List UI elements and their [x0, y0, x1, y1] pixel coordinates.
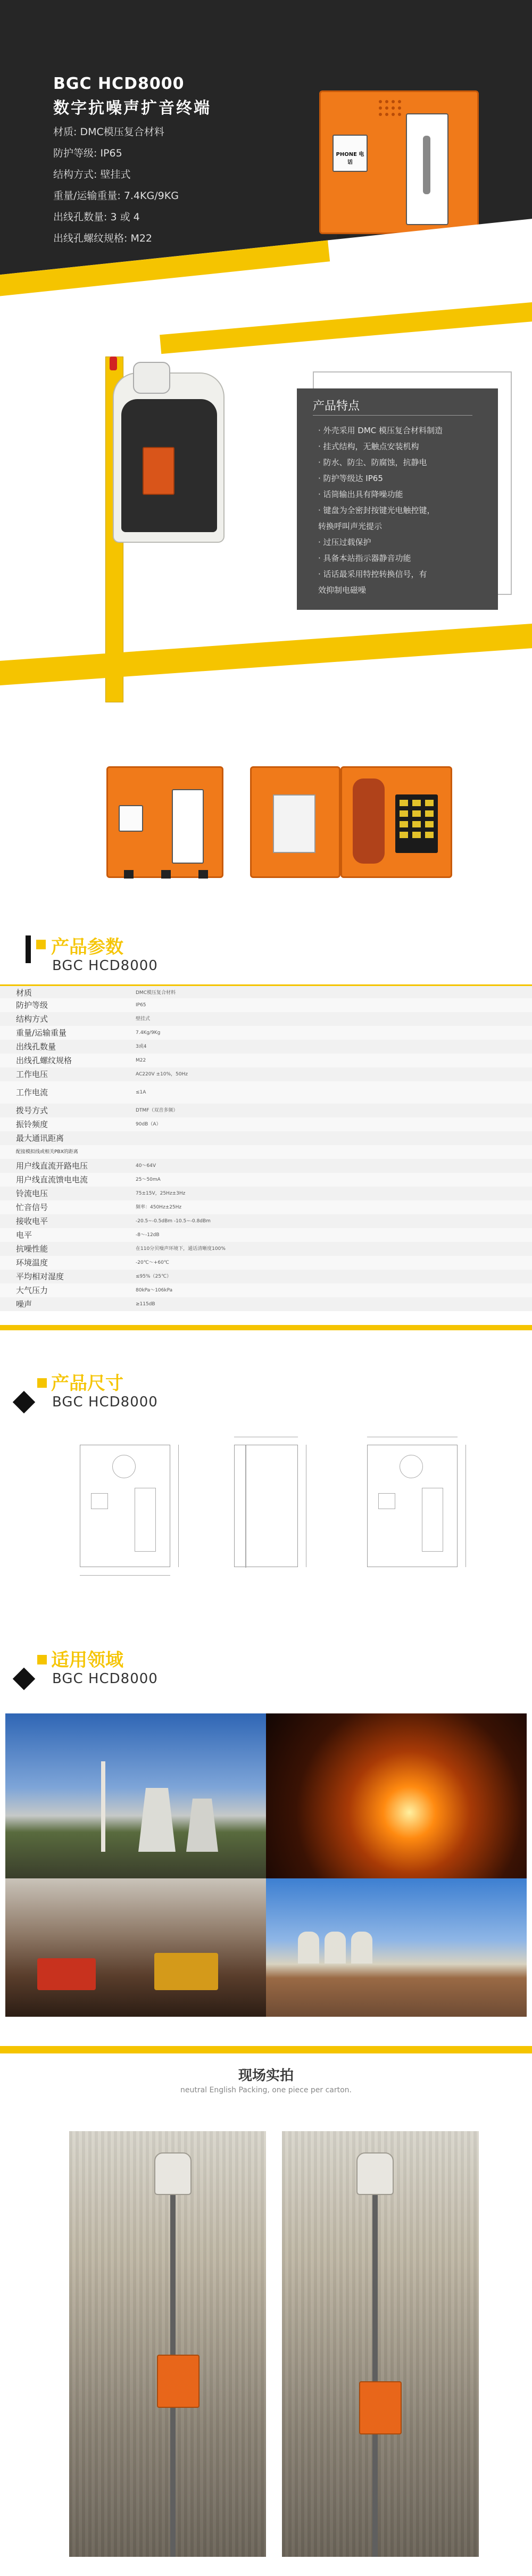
apps-end-stripe [0, 2046, 532, 2053]
apps-subtitle: BGC HCD8000 [52, 1671, 158, 1687]
param-key: 平均相对湿度 [16, 1272, 64, 1281]
param-key: 用户线直流馈电电流 [16, 1175, 88, 1185]
side-view-drawing [234, 1445, 298, 1567]
table-row [0, 1270, 532, 1283]
apps-title: 适用领域 [51, 1650, 123, 1671]
param-key: 工作电压 [16, 1070, 48, 1079]
param-key: 出线孔数量 [16, 1042, 56, 1051]
wall-texture [282, 2131, 479, 2557]
param-key: 防护等级 [16, 1000, 48, 1010]
dump-truck-icon [37, 1958, 96, 1990]
cooling-tower-icon [138, 1788, 176, 1852]
features-section [0, 298, 532, 702]
cooling-tower-icon [186, 1799, 218, 1852]
table-row [0, 1081, 532, 1104]
param-key: 工作电流 [16, 1088, 48, 1097]
table-row [0, 1256, 532, 1270]
table-row [0, 1067, 532, 1081]
header-accent [37, 1655, 47, 1664]
params-header [0, 926, 532, 974]
side-edge [245, 1445, 246, 1568]
feature-item: · 过压过载保护 [318, 537, 371, 547]
param-value: M22 [136, 1058, 146, 1063]
field-subtitle: neutral English Packing, one piece per carton. [180, 2086, 352, 2094]
power-plant-photo [5, 1713, 266, 1878]
table-row [0, 1054, 532, 1067]
param-key: 最大通讯距离 [16, 1133, 64, 1143]
inner-plate [273, 794, 315, 853]
table-row [0, 1173, 532, 1187]
table-row [0, 1104, 532, 1117]
table-row [0, 1012, 532, 1026]
param-value: 90dB（A） [136, 1122, 161, 1127]
table-row [0, 1283, 532, 1297]
table-row [0, 1131, 532, 1145]
header-diamond [13, 1391, 35, 1413]
param-key: 拨号方式 [16, 1106, 48, 1115]
feature-item: · 挂式结构，无触点安装机构 [318, 442, 419, 451]
param-value: 75±15V，25Hz±3Hz [136, 1191, 186, 1196]
feature-item: · 话话最采用特控转换信号，有 [318, 569, 427, 579]
front-view-drawing [80, 1445, 170, 1567]
param-key: 配接模拟线或相关PBX的距离 [16, 1149, 78, 1155]
feature-item: 转换呼叫声光提示 [318, 521, 383, 531]
handset-window [172, 789, 204, 864]
header-accent [37, 1378, 47, 1388]
param-value: DMC模压复合材料 [136, 990, 176, 996]
param-value: 频率：450Hz±25Hz [136, 1205, 182, 1210]
spec-line: 结构方式: 壁挂式 [53, 169, 131, 180]
header-diamond [13, 1668, 35, 1690]
table-row [0, 1200, 532, 1214]
table-row [0, 1242, 532, 1256]
feature-divider [313, 415, 472, 416]
param-key: 铃流电压 [16, 1189, 48, 1198]
param-value: ≤1A [136, 1090, 146, 1095]
table-row [0, 1159, 532, 1173]
excavator-icon [154, 1953, 218, 1990]
param-key: 抗噪性能 [16, 1244, 48, 1254]
handset-window [406, 113, 448, 225]
feature-item: · 防护等级达 IP65 [318, 474, 383, 483]
feature-item: · 话筒输出具有降噪功能 [318, 490, 403, 499]
spec-line: 出线孔数量: 3 或 4 [53, 211, 140, 223]
keypad-icon [395, 794, 438, 853]
param-key: 材质 [16, 988, 32, 998]
field-photo-left [69, 2131, 266, 2557]
table-row [0, 1026, 532, 1040]
closed-device-photo [106, 766, 223, 878]
spec-line: 材质: DMC模压复合材料 [53, 126, 164, 138]
hood-interior [121, 399, 217, 532]
handset-icon [423, 136, 430, 194]
dimension-line [80, 1575, 170, 1576]
cable-gland [124, 870, 134, 879]
phone-label-panel [332, 135, 368, 172]
field-title: 现场实拍 [238, 2068, 294, 2084]
table-row [0, 1117, 532, 1131]
header-accent [36, 940, 46, 949]
horn-speaker-icon [133, 362, 170, 394]
param-value: -20℃～+60℃ [136, 1260, 169, 1265]
param-value: -20.5~-0.5dBm -10.5~-0.8dBm [136, 1219, 211, 1224]
param-value: -8～-12dB [136, 1232, 160, 1238]
feature-item: · 键盘为全密封按键光电触控键， [318, 506, 435, 515]
feature-list [318, 423, 443, 598]
param-key: 环境温度 [16, 1258, 48, 1268]
param-value: 80kPa～106kPa [136, 1288, 173, 1293]
horn-speaker-icon [356, 2152, 394, 2195]
spec-line: 重量/运输重量: 7.4KG/9KG [53, 190, 179, 202]
phone-unit-icon [143, 447, 174, 495]
hero-banner [0, 0, 532, 298]
param-value: ≤95%（25℃） [136, 1274, 172, 1279]
spec-line: 防护等级: IP65 [53, 147, 122, 159]
param-value: 在110分贝噪声环境下，通话清晰度100% [136, 1246, 226, 1252]
table-row [0, 1187, 532, 1200]
hero-specs [53, 121, 179, 249]
open-door-photo [250, 766, 340, 878]
feature-item: · 具备本站指示器静音功能 [318, 553, 411, 563]
handset-icon [353, 778, 385, 864]
applications-section [0, 1628, 532, 2054]
param-value: AC220V ±10%，50Hz [136, 1072, 188, 1077]
params-end-stripe [0, 1325, 532, 1330]
cable-gland [198, 870, 208, 879]
label-outline [378, 1493, 395, 1509]
label-outline [91, 1493, 108, 1509]
param-value: IP65 [136, 1003, 146, 1008]
table-row [0, 1145, 532, 1159]
param-value: 25～50mA [136, 1177, 161, 1182]
param-value: 壁挂式 [136, 1016, 151, 1022]
feature-stripe-bottom [0, 618, 532, 688]
product-photos [0, 724, 532, 905]
param-value [120, 1131, 532, 1145]
params-table [0, 984, 532, 1311]
terminal-box-icon [359, 2381, 402, 2434]
table-row [0, 984, 532, 998]
speaker-outline [112, 1455, 136, 1478]
param-key: 噪声 [16, 1299, 32, 1309]
chimney-icon [101, 1761, 105, 1852]
apps-header [0, 1639, 532, 1687]
param-key: 大气压力 [16, 1286, 48, 1295]
speaker-grille [370, 91, 412, 134]
wall-texture [69, 2131, 266, 2557]
dimension-line [178, 1445, 179, 1567]
param-value: 40～64V [136, 1163, 156, 1169]
mount-pole [372, 2174, 378, 2557]
header-bar [26, 935, 31, 963]
cable-gland [161, 870, 171, 879]
param-key: 接收电平 [16, 1216, 48, 1226]
params-subtitle: BGC HCD8000 [52, 958, 158, 974]
steel-furnace-photo [266, 1713, 527, 1878]
terminal-box-icon [157, 2355, 200, 2408]
mining-photo [5, 1878, 266, 2017]
window-outline [135, 1488, 156, 1552]
hero-title-en: BGC HCD8000 [53, 74, 185, 93]
param-key: 重量/运输重量 [16, 1028, 67, 1038]
dims-title: 产品尺寸 [51, 1373, 123, 1394]
dimensions-section [0, 1352, 532, 1618]
param-value: 7.4Kg/9Kg [136, 1030, 161, 1036]
port-silo-photo [266, 1878, 527, 2017]
phone-label-panel [119, 805, 143, 832]
silo-icon [298, 1932, 319, 1964]
table-row [0, 1297, 532, 1311]
param-key: 结构方式 [16, 1014, 48, 1024]
param-key: 电平 [16, 1230, 32, 1240]
open-interior-photo [340, 766, 452, 878]
silo-icon [351, 1932, 372, 1964]
param-value: DTMF（双音多频） [136, 1108, 178, 1113]
param-key: 忙音信号 [16, 1203, 48, 1212]
feature-item: · 防水、防尘、防腐蚀，抗静电 [318, 458, 427, 467]
table-row [0, 1214, 532, 1228]
table-row [0, 1040, 532, 1054]
dims-header [0, 1362, 532, 1410]
param-key: 振铃频度 [16, 1120, 48, 1129]
hero-title-cn: 数字抗噪声扩音终端 [53, 99, 211, 118]
params-section [0, 926, 532, 1330]
feature-item: · 外壳采用 DMC 模压复合材料制造 [318, 426, 443, 435]
back-view-drawing [367, 1445, 458, 1567]
spec-line: 出线孔螺纹规格: M22 [53, 233, 153, 244]
window-outline [422, 1488, 443, 1552]
table-row [0, 1228, 532, 1242]
silo-icon [325, 1932, 346, 1964]
param-value: 3或4 [136, 1044, 147, 1049]
field-photo-right [282, 2131, 479, 2557]
feature-item: 效抑制电磁噪 [318, 585, 367, 595]
param-key: 出线孔螺纹规格 [16, 1056, 72, 1065]
params-title: 产品参数 [51, 937, 123, 958]
horn-speaker-icon [154, 2152, 192, 2195]
table-row [0, 998, 532, 1012]
features-title: 产品特点 [313, 400, 360, 413]
field-photos-section [0, 2065, 532, 2576]
param-value: ≥115dB [136, 1302, 155, 1307]
speaker-outline [400, 1455, 423, 1478]
terminal-device-image [319, 90, 479, 234]
dims-subtitle: BGC HCD8000 [52, 1394, 158, 1410]
param-key: 用户线直流开路电压 [16, 1161, 88, 1171]
feature-stripe-top [160, 298, 532, 354]
alarm-light-icon [110, 357, 117, 370]
phone-label: PHONE 电话 [336, 152, 364, 165]
param-value [120, 1145, 532, 1159]
